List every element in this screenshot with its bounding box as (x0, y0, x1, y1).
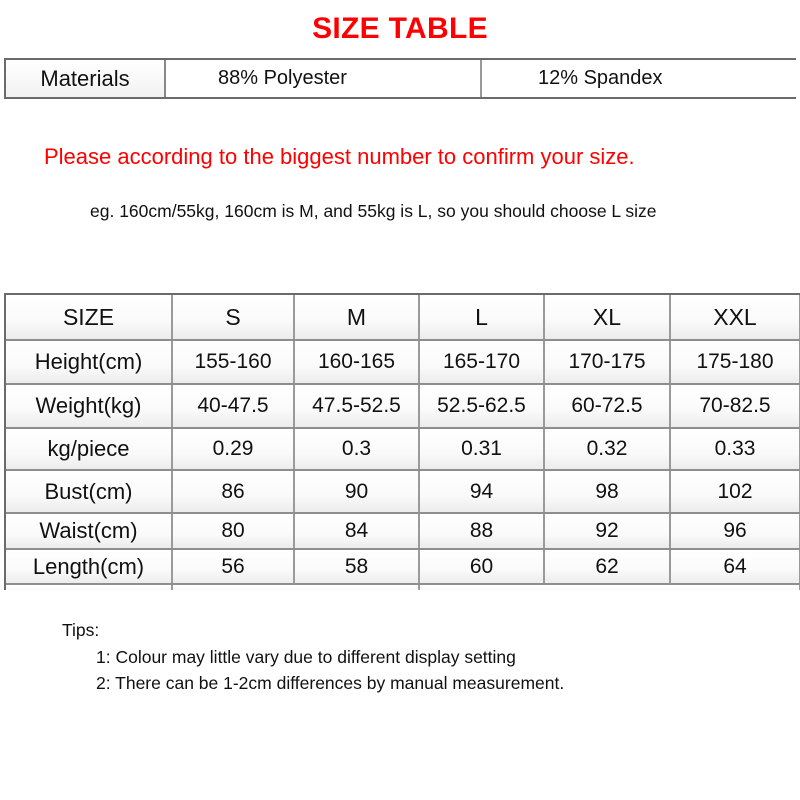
table-row (6, 470, 800, 513)
page-title: SIZE TABLE (312, 12, 488, 45)
table-cell: 70-82.5 (670, 384, 800, 428)
header-xxl: XXL (670, 295, 800, 340)
table-cell: 88 (419, 513, 544, 549)
table-cell: 170-175 (544, 340, 670, 384)
table-cell: 64 (670, 549, 800, 584)
table-cell: 102 (670, 470, 800, 513)
table-cell: 52.5-62.5 (419, 384, 544, 428)
row-label-length: Length(cm) (6, 549, 172, 584)
table-cell: 80 (172, 513, 294, 549)
table-cell (6, 584, 172, 590)
table-row (6, 340, 800, 384)
header-s: S (172, 295, 294, 340)
header-xl: XL (544, 295, 670, 340)
table-cell: 60-72.5 (544, 384, 670, 428)
table-row (6, 549, 800, 584)
table-cell: 94 (419, 470, 544, 513)
size-notice: Please according to the biggest number to confirm your size. (44, 144, 635, 169)
table-cell: 86 (172, 470, 294, 513)
table-cell: 62 (544, 549, 670, 584)
table-cell (419, 584, 800, 590)
table-cell: 175-180 (670, 340, 800, 384)
table-cell: 47.5-52.5 (294, 384, 419, 428)
header-l: L (419, 295, 544, 340)
table-cell: 155-160 (172, 340, 294, 384)
size-table (4, 293, 800, 590)
materials-label: Materials (6, 60, 166, 97)
row-label-bust: Bust(cm) (6, 470, 172, 513)
materials-polyester: 88% Polyester (166, 60, 482, 97)
table-cell: 90 (294, 470, 419, 513)
table-cell: 56 (172, 549, 294, 584)
size-header-row (6, 295, 800, 340)
table-cell: 0.29 (172, 428, 294, 470)
table-cell: 84 (294, 513, 419, 549)
row-label-weight: Weight(kg) (6, 384, 172, 428)
table-row (6, 428, 800, 470)
table-cell (172, 584, 419, 590)
table-cell: 0.33 (670, 428, 800, 470)
table-cell: 60 (419, 549, 544, 584)
row-label-waist: Waist(cm) (6, 513, 172, 549)
table-cell: 92 (544, 513, 670, 549)
table-row (6, 513, 800, 549)
tips-label: Tips: (62, 620, 100, 640)
header-m: M (294, 295, 419, 340)
table-cell: 58 (294, 549, 419, 584)
table-row-stub (6, 584, 800, 590)
materials-spandex: 12% Spandex (538, 67, 663, 89)
table-cell: 165-170 (419, 340, 544, 384)
row-label-kg-piece: kg/piece (6, 428, 172, 470)
row-label-height: Height(cm) (6, 340, 172, 384)
table-row (6, 384, 800, 428)
tip-item: 1: Colour may little vary due to different display setting (96, 647, 516, 667)
table-cell: 40-47.5 (172, 384, 294, 428)
table-cell: 0.31 (419, 428, 544, 470)
table-cell: 98 (544, 470, 670, 513)
table-cell: 0.32 (544, 428, 670, 470)
materials-table (4, 58, 796, 99)
table-cell: 160-165 (294, 340, 419, 384)
table-cell: 96 (670, 513, 800, 549)
table-cell: 0.3 (294, 428, 419, 470)
header-size: SIZE (6, 295, 172, 340)
size-example: eg. 160cm/55kg, 160cm is M, and 55kg is L, so you should choose L size (90, 201, 657, 221)
tip-item: 2: There can be 1-2cm differences by manual measurement. (96, 673, 565, 693)
